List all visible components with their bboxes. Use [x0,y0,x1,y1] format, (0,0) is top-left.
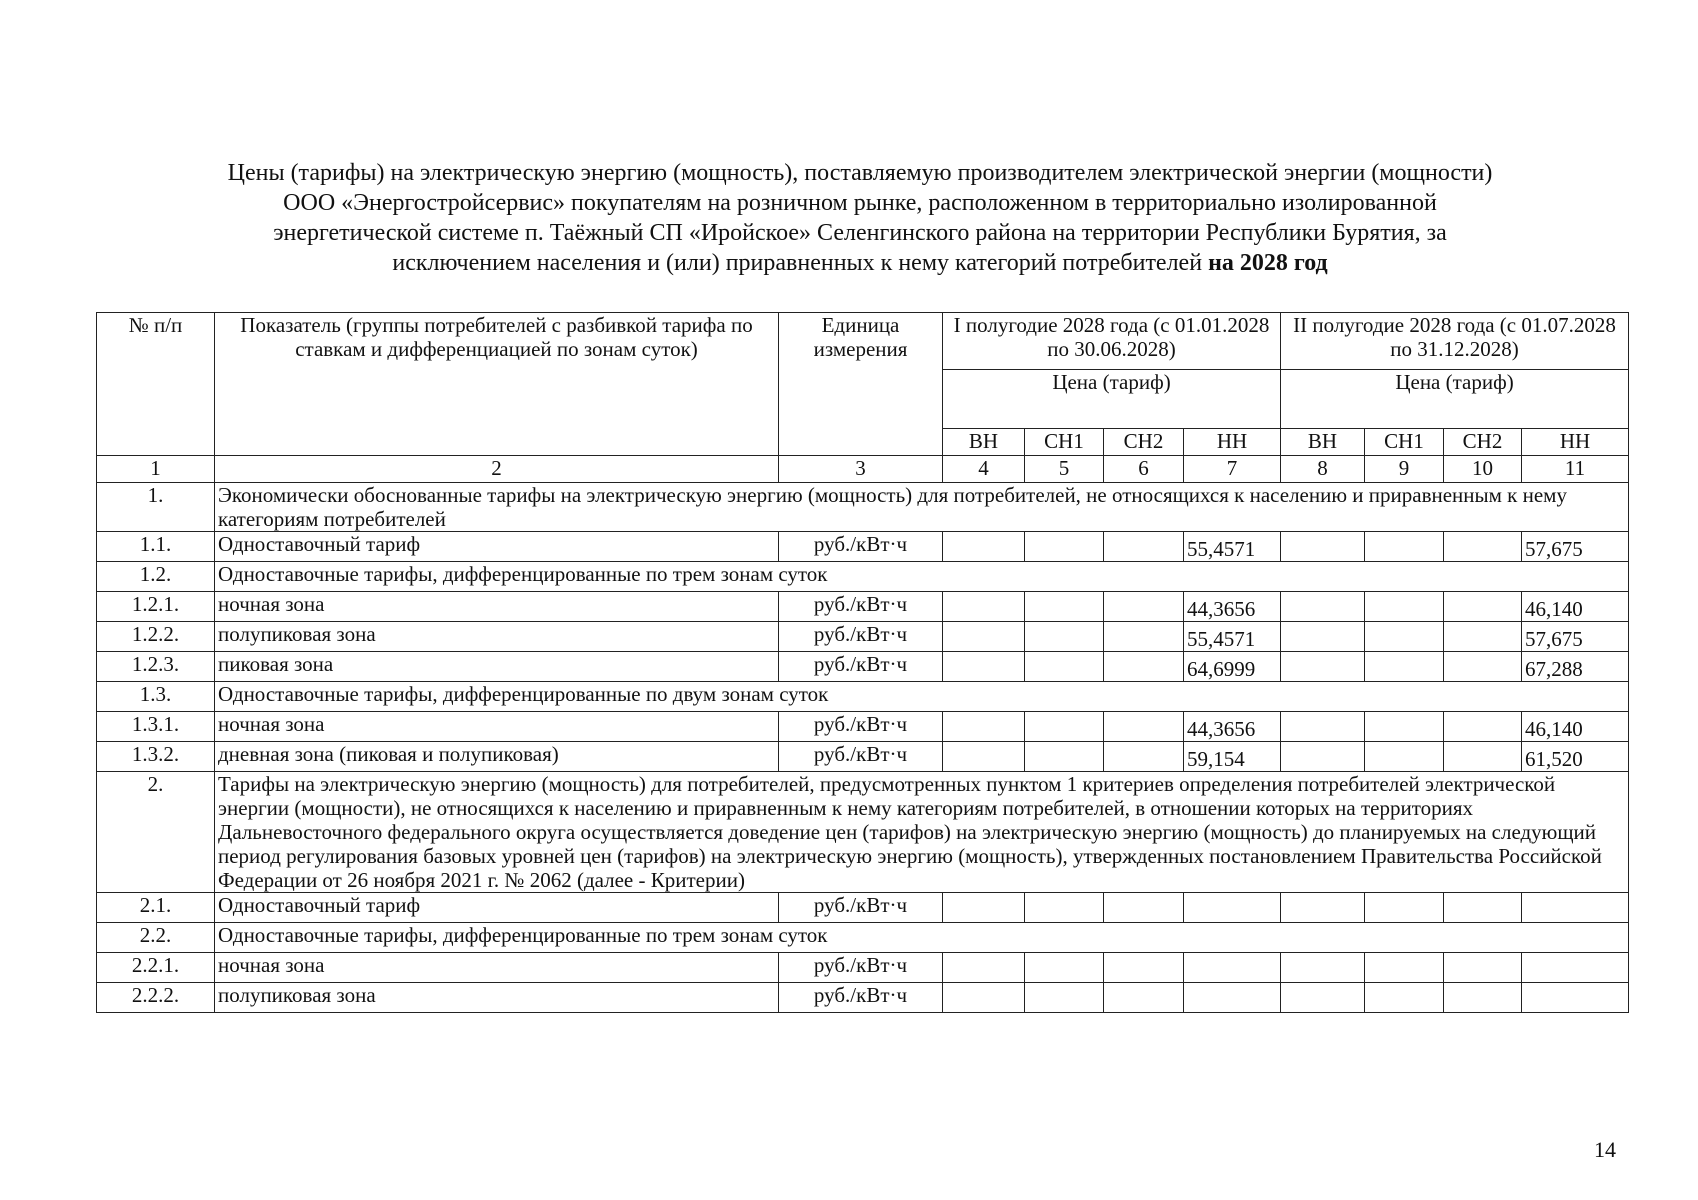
row-num: 1.2.2. [97,622,215,652]
table-row [97,532,1629,562]
row-text: Одноставочные тарифы, дифференцированные по трем зонам суток [215,923,1629,953]
row-num: 1.1. [97,532,215,562]
title-line-4-text: исключением населения и (или) приравненных к нему категорий потребителей [392,250,1203,276]
row-unit: руб./кВт·ч [779,742,943,772]
cell-empty [1025,592,1104,622]
cell-empty [1281,622,1365,652]
col-number: 3 [779,456,943,483]
cell-empty [1025,712,1104,742]
cell-empty [1281,893,1365,923]
h2-nn-value: 67,288 [1522,652,1629,682]
cell-empty [1365,622,1444,652]
title-line-1: Цены (тарифы) на электрическую энергию (мощность), поставляемую производителем электрической энергии (мощности) [227,160,1493,186]
cell-empty [1365,953,1444,983]
col-number: 2 [215,456,779,483]
cell-empty [1104,983,1184,1013]
header-num: № п/п [97,313,215,456]
row-text: полупиковая зона [215,622,779,652]
level-sn1-2: СН1 [1365,429,1444,456]
header-half-1: I полугодие 2028 года (с 01.01.2028 по 30.06.2028) [943,313,1281,370]
cell-empty [1444,893,1522,923]
level-vn-1: ВН [943,429,1025,456]
row-text: ночная зона [215,712,779,742]
h1-nn-value: 64,6999 [1184,652,1281,682]
row-num: 1.3. [97,682,215,712]
row-text: полупиковая зона [215,983,779,1013]
h2-nn-value: 46,140 [1522,592,1629,622]
level-nn-2: НН [1522,429,1629,456]
row-text: Тарифы на электрическую энергию (мощность) для потребителей, предусмотренных пунктом 1 критериев определения потребителей электрической энергии (мощности), не относящихся к населению и приравненным к нему категориям потребителей, в отношении которых на территориях Дальневосточного федерального округа осуществляется доведение цен (тарифов) на электрическую энергию (мощность) до планируемых на следующий период регулирования базовых уровней цен (тарифов) на электрическую энергию (мощность), утвержденных постановлением Правительства Российской Федерации от 26 ноября 2021 г. № 2062 (далее - Критерии) [215,772,1629,893]
section-row [97,562,1629,592]
row-unit: руб./кВт·ч [779,893,943,923]
h2-nn-value: 46,140 [1522,712,1629,742]
table-row [97,893,1629,923]
section-row [97,483,1629,532]
level-sn2-1: СН2 [1104,429,1184,456]
document-title [110,158,1610,278]
cell-empty [1365,652,1444,682]
cell-empty [943,742,1025,772]
cell-empty [1444,592,1522,622]
row-num: 1.2. [97,562,215,592]
cell-empty [1365,592,1444,622]
row-text: дневная зона (пиковая и полупиковая) [215,742,779,772]
table-row [97,742,1629,772]
row-num: 2.1. [97,893,215,923]
col-number: 9 [1365,456,1444,483]
row-text: Одноставочные тарифы, дифференцированные по трем зонам суток [215,562,1629,592]
cell-empty [1522,983,1629,1013]
h2-nn-value: 57,675 [1522,532,1629,562]
page-number: 14 [1594,1137,1616,1162]
row-text: Одноставочный тариф [215,532,779,562]
row-text: Одноставочные тарифы, дифференцированные по двум зонам суток [215,682,1629,712]
cell-empty [1025,532,1104,562]
h1-nn-value: 44,3656 [1184,712,1281,742]
cell-empty [1522,893,1629,923]
cell-empty [943,532,1025,562]
row-num: 2.2.2. [97,983,215,1013]
col-number: 7 [1184,456,1281,483]
cell-empty [1104,712,1184,742]
row-text: Экономически обоснованные тарифы на электрическую энергию (мощность) для потребителей, не относящихся к населению и приравненным к нему категориям потребителей [215,483,1629,532]
cell-empty [943,893,1025,923]
header-unit: Единица измерения [779,313,943,456]
cell-empty [1444,622,1522,652]
title-line-2: ООО «Энергостройсервис» покупателям на розничном рынке, расположенном в территориально изолированной [283,190,1437,216]
col-number: 11 [1522,456,1629,483]
table-row [97,712,1629,742]
row-unit: руб./кВт·ч [779,532,943,562]
row-text: ночная зона [215,592,779,622]
level-sn1-1: СН1 [1025,429,1104,456]
header-indicator: Показатель (группы потребителей с разбивкой тарифа по ставкам и дифференциацией по зонам суток) [215,313,779,456]
cell-empty [1281,532,1365,562]
cell-empty [1104,893,1184,923]
row-unit: руб./кВт·ч [779,622,943,652]
cell-empty [1104,592,1184,622]
row-num: 2.2.1. [97,953,215,983]
cell-empty [1104,532,1184,562]
table-row [97,592,1629,622]
cell-empty [1025,953,1104,983]
row-text: Одноставочный тариф [215,893,779,923]
col-number: 1 [97,456,215,483]
table-row [97,953,1629,983]
cell-empty [1365,893,1444,923]
section-row [97,682,1629,712]
h2-nn-value: 61,520 [1522,742,1629,772]
cell-empty [1104,652,1184,682]
cell-empty [943,622,1025,652]
header-price-2: Цена (тариф) [1281,370,1629,429]
row-num: 1.3.2. [97,742,215,772]
cell-empty [1281,712,1365,742]
cell-empty [943,652,1025,682]
cell-empty [1365,983,1444,1013]
h1-nn-value: 55,4571 [1184,622,1281,652]
cell-empty [1444,983,1522,1013]
row-unit: руб./кВт·ч [779,712,943,742]
title-year: на 2028 год [1208,250,1328,276]
title-line-4 [110,248,1610,278]
header-price-1: Цена (тариф) [943,370,1281,429]
cell-empty [1444,712,1522,742]
cell-empty [1104,742,1184,772]
row-text: пиковая зона [215,652,779,682]
h1-nn-value: 59,154 [1184,742,1281,772]
table-row [97,622,1629,652]
row-text: ночная зона [215,953,779,983]
cell-empty [1025,742,1104,772]
level-nn-1: НН [1184,429,1281,456]
cell-empty [1025,893,1104,923]
table-row [97,652,1629,682]
cell-empty [1365,532,1444,562]
cell-empty [1444,652,1522,682]
cell-empty [1281,652,1365,682]
table-row [97,983,1629,1013]
cell-empty [1281,742,1365,772]
row-num: 1.2.3. [97,652,215,682]
col-number: 4 [943,456,1025,483]
cell-empty [1025,622,1104,652]
cell-empty [1281,953,1365,983]
row-unit: руб./кВт·ч [779,592,943,622]
header-half-2: II полугодие 2028 года (с 01.07.2028 по 31.12.2028) [1281,313,1629,370]
level-vn-2: ВН [1281,429,1365,456]
row-unit: руб./кВт·ч [779,652,943,682]
row-num: 1.3.1. [97,712,215,742]
col-number: 8 [1281,456,1365,483]
h2-nn-value: 57,675 [1522,622,1629,652]
cell-empty [1281,592,1365,622]
cell-empty [1025,983,1104,1013]
cell-empty [1444,953,1522,983]
col-number: 6 [1104,456,1184,483]
col-number: 10 [1444,456,1522,483]
level-sn2-2: СН2 [1444,429,1522,456]
cell-empty [1281,983,1365,1013]
cell-empty [1365,712,1444,742]
tariff-table [96,312,1629,1013]
section-row [97,772,1629,893]
cell-empty [1184,953,1281,983]
row-num: 2.2. [97,923,215,953]
section-row [97,923,1629,953]
row-num: 2. [97,772,215,893]
h1-nn-value: 44,3656 [1184,592,1281,622]
cell-empty [1522,953,1629,983]
col-number: 5 [1025,456,1104,483]
cell-empty [1444,742,1522,772]
row-num: 1. [97,483,215,532]
cell-empty [1104,953,1184,983]
cell-empty [1104,622,1184,652]
cell-empty [943,712,1025,742]
h1-nn-value: 55,4571 [1184,532,1281,562]
cell-empty [943,953,1025,983]
row-unit: руб./кВт·ч [779,953,943,983]
cell-empty [1184,983,1281,1013]
cell-empty [1365,742,1444,772]
row-unit: руб./кВт·ч [779,983,943,1013]
cell-empty [943,592,1025,622]
cell-empty [1444,532,1522,562]
row-num: 1.2.1. [97,592,215,622]
cell-empty [943,983,1025,1013]
cell-empty [1184,893,1281,923]
cell-empty [1025,652,1104,682]
title-line-3: энергетической системе п. Таёжный СП «Иройское» Селенгинского района на территории Республики Бурятия, за [273,220,1447,246]
